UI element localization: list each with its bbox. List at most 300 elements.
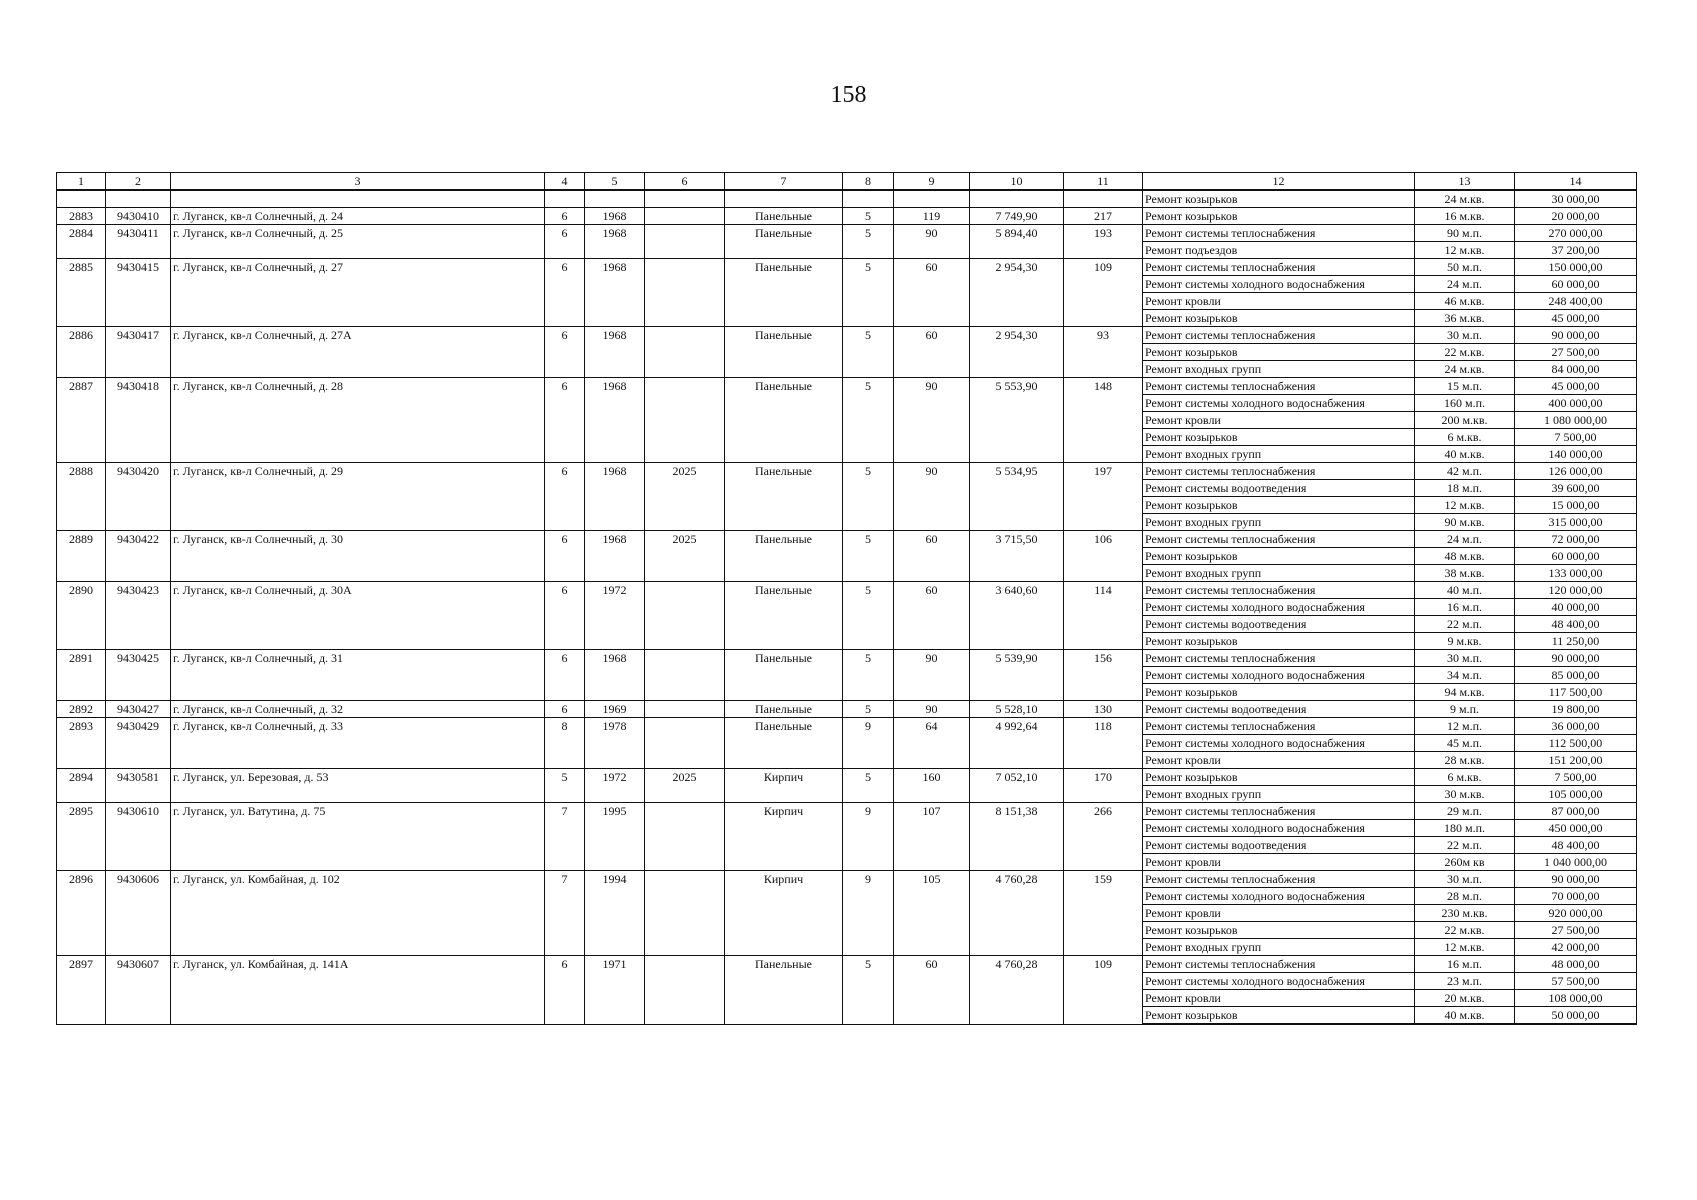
table-row [57, 752, 1637, 769]
work-name: Ремонт входных групп [1143, 565, 1415, 582]
empty-cell [843, 786, 894, 803]
empty-cell [171, 922, 545, 939]
work-cost: 151 200,00 [1515, 752, 1637, 769]
empty-cell [106, 888, 171, 905]
apartment-count: 60 [894, 531, 970, 548]
work-volume: 12 м.кв. [1415, 939, 1515, 956]
column-6-value [645, 259, 725, 276]
table-row [57, 633, 1637, 650]
empty-cell [843, 1007, 894, 1025]
empty-cell [725, 752, 843, 769]
empty-cell [725, 786, 843, 803]
table-row [57, 735, 1637, 752]
empty-cell [545, 514, 585, 531]
empty-cell [1064, 939, 1143, 956]
empty-cell [725, 922, 843, 939]
work-name: Ремонт козырьков [1143, 429, 1415, 446]
table-row [57, 259, 1637, 276]
work-cost: 112 500,00 [1515, 735, 1637, 752]
empty-cell [1064, 395, 1143, 412]
total-area: 7 749,90 [970, 208, 1064, 225]
empty-cell [1064, 1007, 1143, 1025]
table-row [57, 293, 1637, 310]
work-name: Ремонт входных групп [1143, 514, 1415, 531]
floor-count: 5 [843, 225, 894, 242]
floor-count: 5 [843, 327, 894, 344]
empty-cell [894, 548, 970, 565]
empty-cell [106, 684, 171, 701]
empty-cell [171, 344, 545, 361]
empty-cell [545, 276, 585, 293]
empty-cell [970, 922, 1064, 939]
work-name: Ремонт системы холодного водоснабжения [1143, 599, 1415, 616]
empty-cell [894, 310, 970, 327]
empty-cell [645, 446, 725, 463]
table-row [57, 888, 1637, 905]
empty-cell [171, 905, 545, 922]
column-header: 8 [843, 173, 894, 191]
total-area: 4 760,28 [970, 956, 1064, 973]
work-cost: 133 000,00 [1515, 565, 1637, 582]
empty-cell [545, 922, 585, 939]
column-4-value: 6 [545, 701, 585, 718]
empty-cell [1064, 514, 1143, 531]
empty-cell [645, 548, 725, 565]
resident-count: 130 [1064, 701, 1143, 718]
empty-cell [843, 837, 894, 854]
empty-cell [57, 939, 106, 956]
empty-cell [545, 633, 585, 650]
empty-cell [106, 514, 171, 531]
empty-cell [545, 939, 585, 956]
work-volume: 6 м.кв. [1415, 769, 1515, 786]
empty-cell [725, 446, 843, 463]
table-row [57, 395, 1637, 412]
empty-cell [1064, 922, 1143, 939]
empty-cell [106, 599, 171, 616]
empty-cell [970, 1007, 1064, 1025]
column-header: 2 [106, 173, 171, 191]
work-cost: 15 000,00 [1515, 497, 1637, 514]
building-code: 9430610 [106, 803, 171, 820]
work-volume: 40 м.кв. [1415, 446, 1515, 463]
work-cost: 11 250,00 [1515, 633, 1637, 650]
empty-cell [171, 446, 545, 463]
building-code: 9430423 [106, 582, 171, 599]
empty-cell [585, 310, 645, 327]
empty-cell [585, 735, 645, 752]
empty-cell [1064, 820, 1143, 837]
empty-cell [57, 412, 106, 429]
building-code: 9430427 [106, 701, 171, 718]
work-volume: 40 м.кв. [1415, 1007, 1515, 1025]
work-cost: 90 000,00 [1515, 871, 1637, 888]
work-cost: 20 000,00 [1515, 208, 1637, 225]
work-name: Ремонт козырьков [1143, 633, 1415, 650]
empty-cell [585, 276, 645, 293]
empty-cell [171, 361, 545, 378]
work-volume: 22 м.кв. [1415, 344, 1515, 361]
work-name: Ремонт системы холодного водоснабжения [1143, 735, 1415, 752]
work-cost: 248 400,00 [1515, 293, 1637, 310]
resident-count: 106 [1064, 531, 1143, 548]
empty-cell [843, 973, 894, 990]
table-row [57, 548, 1637, 565]
resident-count: 193 [1064, 225, 1143, 242]
empty-cell [57, 310, 106, 327]
column-4-value: 7 [545, 803, 585, 820]
empty-cell [1064, 242, 1143, 259]
table-row [57, 684, 1637, 701]
empty-cell [1064, 973, 1143, 990]
empty-cell [894, 973, 970, 990]
record-number: 2886 [57, 327, 106, 344]
empty-cell [645, 752, 725, 769]
empty-cell [645, 293, 725, 310]
empty-cell [645, 922, 725, 939]
column-4-value: 8 [545, 718, 585, 735]
empty-cell [645, 395, 725, 412]
empty-cell [545, 684, 585, 701]
empty-cell [894, 565, 970, 582]
work-volume: 28 м.п. [1415, 888, 1515, 905]
work-cost: 70 000,00 [1515, 888, 1637, 905]
empty-cell [970, 735, 1064, 752]
total-area: 5 528,10 [970, 701, 1064, 718]
empty-cell [57, 922, 106, 939]
empty-cell [843, 599, 894, 616]
empty-cell [585, 446, 645, 463]
empty-cell [106, 344, 171, 361]
empty-cell [585, 990, 645, 1007]
empty-cell [894, 616, 970, 633]
empty-cell [1064, 276, 1143, 293]
empty-cell [645, 735, 725, 752]
work-volume: 260м кв [1415, 854, 1515, 871]
empty-cell [57, 565, 106, 582]
empty-cell [171, 616, 545, 633]
empty-cell [545, 412, 585, 429]
empty-cell [171, 412, 545, 429]
empty-cell [645, 412, 725, 429]
work-volume: 160 м.п. [1415, 395, 1515, 412]
empty-cell [585, 633, 645, 650]
floor-count: 5 [843, 701, 894, 718]
empty-cell [106, 1007, 171, 1025]
empty-cell [57, 1007, 106, 1025]
empty-cell [645, 990, 725, 1007]
record-number: 2895 [57, 803, 106, 820]
work-cost: 315 000,00 [1515, 514, 1637, 531]
work-name: Ремонт системы теплоснабжения [1143, 327, 1415, 344]
address: г. Луганск, кв-л Солнечный, д. 28 [171, 378, 545, 395]
column-6-value [645, 208, 725, 225]
empty-cell [106, 854, 171, 871]
work-name: Ремонт системы водоотведения [1143, 837, 1415, 854]
table-row [57, 225, 1637, 242]
address: г. Луганск, кв-л Солнечный, д. 29 [171, 463, 545, 480]
empty-cell [645, 361, 725, 378]
column-4-value: 6 [545, 956, 585, 973]
empty-cell [57, 190, 106, 208]
column-4-value: 5 [545, 769, 585, 786]
empty-cell [843, 344, 894, 361]
empty-cell [545, 293, 585, 310]
total-area: 4 992,64 [970, 718, 1064, 735]
floor-count: 5 [843, 650, 894, 667]
empty-cell [171, 395, 545, 412]
work-volume: 50 м.п. [1415, 259, 1515, 276]
build-year: 1968 [585, 378, 645, 395]
empty-cell [970, 684, 1064, 701]
empty-cell [725, 599, 843, 616]
column-6-value [645, 650, 725, 667]
empty-cell [57, 548, 106, 565]
empty-cell [545, 905, 585, 922]
empty-cell [106, 735, 171, 752]
table-row [57, 327, 1637, 344]
column-4-value: 6 [545, 225, 585, 242]
empty-cell [970, 548, 1064, 565]
resident-count: 93 [1064, 327, 1143, 344]
empty-cell [645, 667, 725, 684]
floor-count: 5 [843, 208, 894, 225]
empty-cell [545, 888, 585, 905]
table-row [57, 497, 1637, 514]
total-area: 8 151,38 [970, 803, 1064, 820]
table-row [57, 242, 1637, 259]
work-cost: 27 500,00 [1515, 344, 1637, 361]
empty-cell [171, 786, 545, 803]
table-row [57, 310, 1637, 327]
empty-cell [57, 446, 106, 463]
work-volume: 42 м.п. [1415, 463, 1515, 480]
empty-cell [725, 667, 843, 684]
empty-cell [57, 276, 106, 293]
column-header: 9 [894, 173, 970, 191]
empty-cell [57, 599, 106, 616]
empty-cell [843, 684, 894, 701]
table-row [57, 956, 1637, 973]
build-year: 1978 [585, 718, 645, 735]
table-row [57, 854, 1637, 871]
empty-cell [585, 1007, 645, 1025]
table-row [57, 701, 1637, 718]
empty-cell [585, 684, 645, 701]
work-name: Ремонт кровли [1143, 990, 1415, 1007]
building-code: 9430429 [106, 718, 171, 735]
work-name: Ремонт козырьков [1143, 922, 1415, 939]
table-row [57, 990, 1637, 1007]
empty-cell [725, 480, 843, 497]
work-volume: 180 м.п. [1415, 820, 1515, 837]
work-name: Ремонт системы водоотведения [1143, 616, 1415, 633]
empty-cell [57, 820, 106, 837]
floor-count: 5 [843, 769, 894, 786]
empty-cell [894, 854, 970, 871]
table-row [57, 190, 1637, 208]
empty-cell [585, 480, 645, 497]
record-number: 2887 [57, 378, 106, 395]
empty-cell [645, 888, 725, 905]
empty-cell [545, 786, 585, 803]
wall-material: Панельные [725, 259, 843, 276]
table-row [57, 939, 1637, 956]
empty-cell [894, 190, 970, 208]
empty-cell [725, 361, 843, 378]
empty-cell [645, 599, 725, 616]
empty-cell [894, 735, 970, 752]
work-name: Ремонт козырьков [1143, 208, 1415, 225]
empty-cell [843, 735, 894, 752]
empty-cell [894, 684, 970, 701]
empty-cell [57, 633, 106, 650]
empty-cell [1064, 854, 1143, 871]
build-year: 1968 [585, 650, 645, 667]
work-volume: 12 м.кв. [1415, 497, 1515, 514]
empty-cell [585, 973, 645, 990]
total-area: 2 954,30 [970, 327, 1064, 344]
empty-cell [970, 752, 1064, 769]
work-name: Ремонт козырьков [1143, 548, 1415, 565]
empty-cell [894, 633, 970, 650]
apartment-count: 90 [894, 225, 970, 242]
empty-cell [894, 939, 970, 956]
empty-cell [894, 242, 970, 259]
empty-cell [171, 429, 545, 446]
empty-cell [645, 1007, 725, 1025]
resident-count: 109 [1064, 956, 1143, 973]
empty-cell [645, 633, 725, 650]
page-number: 158 [830, 82, 867, 108]
empty-cell [843, 633, 894, 650]
empty-cell [545, 446, 585, 463]
empty-cell [725, 939, 843, 956]
wall-material: Панельные [725, 582, 843, 599]
empty-cell [171, 633, 545, 650]
work-cost: 87 000,00 [1515, 803, 1637, 820]
work-volume: 24 м.кв. [1415, 190, 1515, 208]
empty-cell [843, 548, 894, 565]
column-header: 10 [970, 173, 1064, 191]
resident-count: 148 [1064, 378, 1143, 395]
empty-cell [725, 820, 843, 837]
work-volume: 12 м.кв. [1415, 242, 1515, 259]
empty-cell [1064, 361, 1143, 378]
empty-cell [970, 990, 1064, 1007]
empty-cell [970, 667, 1064, 684]
total-area: 5 553,90 [970, 378, 1064, 395]
empty-cell [970, 837, 1064, 854]
empty-cell [585, 752, 645, 769]
address: г. Луганск, кв-л Солнечный, д. 30 [171, 531, 545, 548]
wall-material: Панельные [725, 956, 843, 973]
total-area: 3 715,50 [970, 531, 1064, 548]
empty-cell [1064, 480, 1143, 497]
empty-cell [106, 190, 171, 208]
empty-cell [645, 242, 725, 259]
empty-cell [585, 667, 645, 684]
record-number: 2893 [57, 718, 106, 735]
empty-cell [171, 752, 545, 769]
empty-cell [585, 514, 645, 531]
empty-cell [585, 344, 645, 361]
empty-cell [585, 293, 645, 310]
empty-cell [585, 939, 645, 956]
work-volume: 200 м.кв. [1415, 412, 1515, 429]
work-name: Ремонт системы теплоснабжения [1143, 956, 1415, 973]
empty-cell [57, 395, 106, 412]
work-cost: 84 000,00 [1515, 361, 1637, 378]
work-cost: 39 600,00 [1515, 480, 1637, 497]
wall-material: Панельные [725, 327, 843, 344]
empty-cell [645, 514, 725, 531]
empty-cell [106, 446, 171, 463]
work-cost: 7 500,00 [1515, 769, 1637, 786]
empty-cell [843, 854, 894, 871]
empty-cell [970, 497, 1064, 514]
repair-program-table [56, 172, 1637, 1025]
table-row [57, 905, 1637, 922]
build-year: 1972 [585, 582, 645, 599]
empty-cell [725, 412, 843, 429]
empty-cell [843, 242, 894, 259]
address: г. Луганск, ул. Комбайная, д. 102 [171, 871, 545, 888]
empty-cell [970, 310, 1064, 327]
work-volume: 94 м.кв. [1415, 684, 1515, 701]
empty-cell [171, 854, 545, 871]
building-code: 9430607 [106, 956, 171, 973]
resident-count: 156 [1064, 650, 1143, 667]
building-code: 9430410 [106, 208, 171, 225]
empty-cell [545, 548, 585, 565]
empty-cell [970, 190, 1064, 208]
total-area: 2 954,30 [970, 259, 1064, 276]
wall-material: Панельные [725, 701, 843, 718]
table-row [57, 803, 1637, 820]
empty-cell [585, 599, 645, 616]
empty-cell [545, 190, 585, 208]
work-cost: 7 500,00 [1515, 429, 1637, 446]
build-year: 1968 [585, 327, 645, 344]
empty-cell [894, 905, 970, 922]
work-cost: 126 000,00 [1515, 463, 1637, 480]
total-area: 4 760,28 [970, 871, 1064, 888]
empty-cell [894, 514, 970, 531]
build-year: 1994 [585, 871, 645, 888]
empty-cell [645, 480, 725, 497]
column-header: 6 [645, 173, 725, 191]
record-number: 2888 [57, 463, 106, 480]
total-area: 5 894,40 [970, 225, 1064, 242]
empty-cell [585, 820, 645, 837]
work-name: Ремонт кровли [1143, 412, 1415, 429]
empty-cell [645, 684, 725, 701]
record-number: 2894 [57, 769, 106, 786]
empty-cell [545, 990, 585, 1007]
empty-cell [1064, 616, 1143, 633]
work-cost: 19 800,00 [1515, 701, 1637, 718]
work-cost: 1 080 000,00 [1515, 412, 1637, 429]
work-name: Ремонт системы холодного водоснабжения [1143, 667, 1415, 684]
empty-cell [843, 293, 894, 310]
building-code: 9430417 [106, 327, 171, 344]
wall-material: Панельные [725, 378, 843, 395]
work-cost: 90 000,00 [1515, 327, 1637, 344]
empty-cell [57, 735, 106, 752]
table-row [57, 718, 1637, 735]
empty-cell [894, 599, 970, 616]
